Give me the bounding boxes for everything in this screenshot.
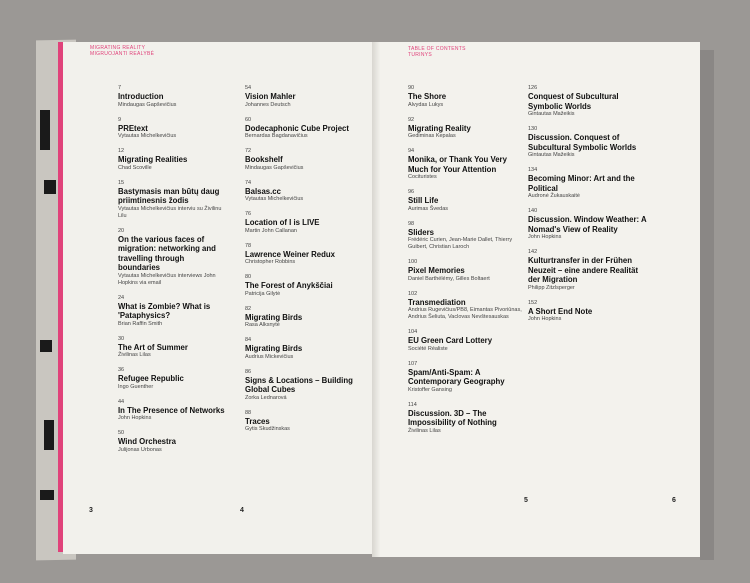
toc-entry xyxy=(245,180,365,204)
toc-entry xyxy=(408,402,526,435)
page-number: 5 xyxy=(524,497,528,504)
cover-graphic-mark xyxy=(44,420,54,450)
toc-entry-title: Migrating Reality xyxy=(408,123,471,133)
toc-entry xyxy=(408,189,526,213)
running-head xyxy=(90,45,154,57)
toc-entry-title: Signs & Locations – Building Global Cubes xyxy=(245,375,353,394)
toc-entry-page: 98 xyxy=(408,220,415,227)
running-head-line: TURINYS xyxy=(408,52,433,58)
toc-entry-title: Transmediation xyxy=(408,297,466,307)
toc-entry-title: Dodecaphonic Cube Project xyxy=(245,123,349,133)
toc-entry-page: 140 xyxy=(528,208,538,214)
toc-entry-author: Chad Scoville xyxy=(118,164,152,171)
toc-entry-title: Pixel Memories xyxy=(408,266,465,275)
toc-entry-title: A Short End Note xyxy=(528,306,593,316)
toc-entry-author: Gediminas Kepalas xyxy=(408,133,456,139)
toc-entry xyxy=(245,274,365,298)
toc-entry-page: 24 xyxy=(118,294,125,301)
toc-entry xyxy=(245,306,365,330)
toc-entry-page: 74 xyxy=(245,179,252,186)
toc-entry-title: Bastymasis man būtų daug priimtinesnis žodis xyxy=(118,186,220,205)
running-head-line: TABLE OF CONTENTS xyxy=(408,46,466,52)
toc-entry-author: Živilinas Lilas xyxy=(118,352,151,358)
toc-entry-page: 50 xyxy=(118,430,125,436)
toc-entry xyxy=(528,208,648,241)
toc-entry-title: Discussion. 3D – The Impossibility of Nothing xyxy=(408,408,497,427)
toc-entry-author: Rasa Alksnytė xyxy=(245,322,280,328)
toc-entry-author: John Hopkins xyxy=(528,316,562,322)
toc-entry-author: Société Réaliste xyxy=(408,345,448,352)
toc-entry xyxy=(118,367,228,391)
toc-entry-author: Gytis Skudžinskas xyxy=(245,426,290,432)
toc-entry-title: Migrating Birds xyxy=(245,344,303,353)
toc-entry-title: Bookshelf xyxy=(245,155,283,164)
toc-entry xyxy=(528,300,648,324)
toc-entry-author: Philipp Zitzlsperger xyxy=(528,284,575,291)
toc-entry-page: 7 xyxy=(118,85,122,91)
toc-entry xyxy=(408,361,526,394)
toc-entry-title: The Art of Summer xyxy=(118,342,188,352)
toc-entry xyxy=(118,336,228,360)
toc-entry-author: Gintautas Mažeikis xyxy=(528,111,575,117)
right-page xyxy=(380,42,700,557)
cover-graphic-mark xyxy=(40,490,54,500)
toc-entry xyxy=(408,259,526,283)
toc-entry xyxy=(528,167,648,200)
toc-entry xyxy=(528,249,648,292)
toc-entry-title: Introduction xyxy=(118,92,164,101)
toc-entry-title: Sliders xyxy=(408,227,435,237)
toc-entry xyxy=(245,243,365,267)
toc-entry xyxy=(245,410,365,434)
toc-entry-title: Vision Mahler xyxy=(245,92,296,101)
toc-entry-author: Vytautas Michelkevičius interviews John Hopkins via email xyxy=(118,272,216,286)
toc-entry-page: 54 xyxy=(245,85,252,91)
toc-entry-page: 114 xyxy=(408,401,417,408)
toc-entry-page: 9 xyxy=(118,116,122,123)
toc-entry-title: EU Green Card Lottery xyxy=(408,336,493,345)
toc-entry-page: 12 xyxy=(118,148,125,154)
toc-entry-page: 86 xyxy=(245,368,252,375)
toc-entry-title: Still Life xyxy=(408,196,439,205)
cover-graphic-mark xyxy=(44,180,56,194)
toc-entry-title: What is Zombie? What is 'Pataphysics? xyxy=(118,301,211,320)
toc-entry-page: 76 xyxy=(245,211,252,217)
toc-entry xyxy=(118,117,228,141)
toc-entry-page: 80 xyxy=(245,274,252,280)
toc-entry xyxy=(528,126,648,159)
toc-entry-title: Monika, or Thank You Very Much for Your Attention xyxy=(408,155,507,174)
page-number: 6 xyxy=(672,497,676,504)
toc-entry-author: Andrius Rugevičius/PB8, Eimantas Pivoriūnas, Andrius Šeliuta, Vaclovas Nevštesauskas xyxy=(408,307,522,320)
toc-entry xyxy=(245,369,365,402)
toc-entry-title: On the various faces of migration: networking and travelling through boundaries xyxy=(118,234,216,272)
page-number: 4 xyxy=(240,507,244,514)
toc-entry-title: Balsas.cc xyxy=(245,186,281,196)
toc-entry-author: John Hopkins xyxy=(528,234,562,240)
toc-entry-page: 126 xyxy=(528,85,538,91)
page-number: 3 xyxy=(89,507,93,514)
toc-entry-page: 60 xyxy=(245,116,252,123)
toc-entry-title: PREtext xyxy=(118,123,148,133)
toc-entry xyxy=(245,117,365,141)
toc-entry xyxy=(408,329,526,353)
toc-entry-page: 142 xyxy=(528,249,538,255)
toc-entry xyxy=(408,148,526,181)
toc-entry-page: 88 xyxy=(245,409,252,416)
toc-entry-title: Spam/Anti-Spam: A Contemporary Geography xyxy=(408,367,505,386)
cover-graphic-mark xyxy=(40,110,50,150)
toc-entry-author: Johannes Deutsch xyxy=(245,101,291,108)
toc-entry xyxy=(118,180,228,220)
toc-entry xyxy=(245,85,365,109)
toc-entry-author: Cocituristes xyxy=(408,174,437,180)
toc-entry-page: 152 xyxy=(528,299,538,306)
toc-column xyxy=(528,85,648,331)
cover-graphic-mark xyxy=(40,340,52,352)
toc-entry-author: Audrius Mickevičius xyxy=(245,353,294,360)
toc-entry-author: Vytautas Michelkevičius xyxy=(245,196,304,202)
toc-entry-author: Živilinas Lilas xyxy=(408,427,441,434)
toc-entry xyxy=(118,399,228,423)
toc-entry-title: Traces xyxy=(245,416,270,426)
toc-entry xyxy=(245,148,365,172)
toc-entry-title: Wind Orchestra xyxy=(118,437,176,446)
toc-entry-title: Becoming Minor: Art and the Political xyxy=(528,174,635,193)
running-head-line: MIGRATING REALITY xyxy=(90,45,146,51)
toc-entry-title: Discussion. Conquest of Subcultural Symbolic Worlds xyxy=(528,133,637,152)
left-page xyxy=(63,42,378,554)
toc-entry-title: Conquest of Subcultural Symbolic Worlds xyxy=(528,92,619,111)
book-cover-right-edge xyxy=(700,50,714,560)
toc-entry-page: 102 xyxy=(408,290,418,297)
toc-entry xyxy=(528,85,648,118)
toc-entry-author: Daniel Barthélémy, Gilles Boltaert xyxy=(408,275,490,282)
toc-entry-author: Christopher Robbins xyxy=(245,259,296,265)
toc-entry-author: Vytautas Michelkevičius xyxy=(118,133,177,139)
toc-entry-author: Martin John Callanan xyxy=(245,227,297,234)
toc-entry-page: 20 xyxy=(118,227,125,234)
toc-entry xyxy=(118,430,228,454)
toc-entry xyxy=(245,211,365,235)
toc-entry-page: 92 xyxy=(408,116,415,123)
toc-entry-title: Lawrence Weiner Redux xyxy=(245,249,335,259)
toc-entry-page: 107 xyxy=(408,360,418,367)
toc-entry-title: The Shore xyxy=(408,92,447,101)
toc-entry-title: Discussion. Window Weather: A Nomad's View of Reality xyxy=(528,215,647,234)
toc-entry-page: 30 xyxy=(118,335,125,342)
toc-entry-author: Bernardas Bagdanavičius xyxy=(245,133,308,139)
running-head xyxy=(408,46,466,58)
toc-entry-page: 96 xyxy=(408,189,415,195)
toc-entry xyxy=(118,228,228,287)
toc-entry xyxy=(408,85,526,109)
toc-entry-title: Migrating Realities xyxy=(118,155,188,164)
running-head-line: MIGRUOJANTI REALYBĖ xyxy=(90,51,155,57)
toc-entry-title: The Forest of Anykščiai xyxy=(245,281,333,290)
toc-entry-page: 100 xyxy=(408,259,418,265)
toc-entry-author: Mindaugas Gapševičius xyxy=(245,164,304,171)
toc-entry-page: 90 xyxy=(408,85,415,91)
toc-entry xyxy=(118,295,228,328)
toc-column xyxy=(245,85,365,441)
toc-entry-title: Migrating Birds xyxy=(245,312,303,322)
toc-entry xyxy=(118,148,228,172)
toc-entry-author: Ingo Guenther xyxy=(118,383,154,390)
toc-entry-page: 104 xyxy=(408,329,418,335)
toc-entry-author: Audronė Žukauskaitė xyxy=(528,193,580,199)
toc-entry-page: 82 xyxy=(245,305,252,312)
toc-entry-author: Kristoffer Gansing xyxy=(408,386,452,393)
toc-entry-page: 15 xyxy=(118,179,125,186)
toc-column xyxy=(408,85,526,443)
toc-entry-author: John Hopkins xyxy=(118,415,152,421)
toc-entry-page: 36 xyxy=(118,367,125,373)
toc-entry-page: 94 xyxy=(408,148,415,154)
toc-entry-author: Frédéric Curien, Jean-Marie Dallet, Thierry Guibert, Christian Laroch xyxy=(408,237,513,250)
toc-entry xyxy=(118,85,228,109)
toc-entry-title: Refugee Republic xyxy=(118,374,184,383)
toc-entry xyxy=(408,291,526,322)
toc-entry-author: Gintautas Mažeikis xyxy=(528,152,575,158)
toc-entry-author: Brian Raffin Smith xyxy=(118,320,163,327)
toc-entry-page: 84 xyxy=(245,337,252,343)
toc-entry-author: Zorka Lednarová xyxy=(245,394,287,401)
toc-entry-title: In The Presence of Networks xyxy=(118,405,225,415)
toc-entry-author: Mindaugas Gapševičius xyxy=(118,101,177,108)
toc-entry-author: Vytautas Michelkevičius interviu su Živilinu Lilu xyxy=(118,205,222,219)
toc-entry-author: Julijonas Urbonas xyxy=(118,446,162,453)
toc-entry-title: Kulturtransfer in der Frühen Neuzeit – eine andere Realität der Migration xyxy=(528,256,639,284)
toc-column xyxy=(118,85,228,462)
toc-entry-title: Location of I is LIVE xyxy=(245,218,320,227)
toc-entry-page: 72 xyxy=(245,148,252,154)
toc-entry xyxy=(245,337,365,361)
toc-entry xyxy=(408,117,526,141)
toc-entry-page: 44 xyxy=(118,398,125,405)
toc-entry-page: 130 xyxy=(528,126,538,132)
toc-entry-author: Patricija Gilytė xyxy=(245,290,281,297)
toc-entry-author: Alvydas Lukys xyxy=(408,101,444,108)
toc-entry-page: 134 xyxy=(528,167,538,173)
toc-entry-author: Aurimas Švedas xyxy=(408,205,449,212)
toc-entry xyxy=(408,221,526,252)
toc-entry-page: 78 xyxy=(245,242,252,249)
